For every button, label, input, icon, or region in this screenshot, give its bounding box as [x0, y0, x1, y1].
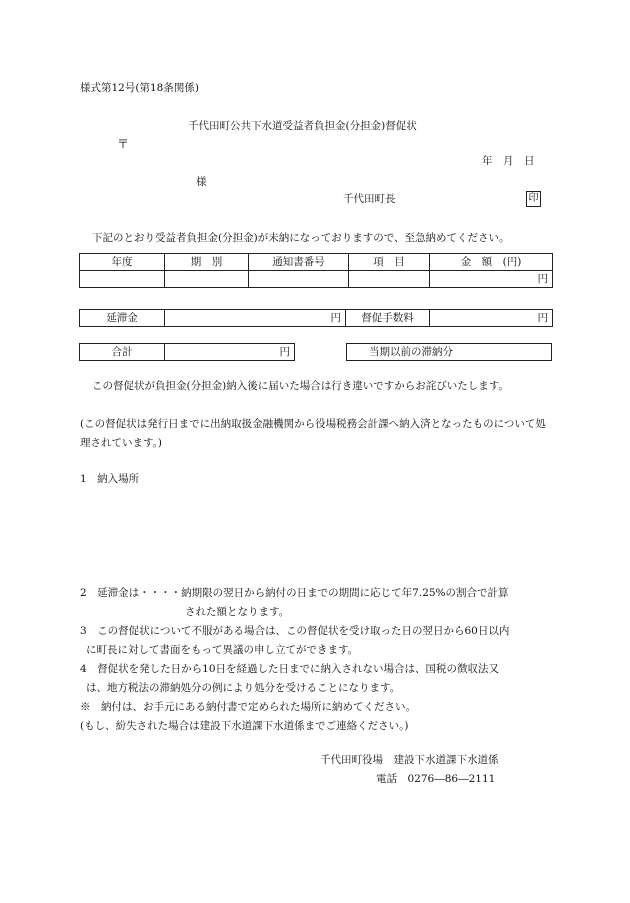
item-objection-line1: 3 この督促状について不服がある場合は、この督促状を受け取った日の翌日から60日以内 [80, 625, 510, 637]
late-fee-amount: 円 [165, 310, 346, 327]
total-label: 合計 [80, 344, 165, 361]
prior-arrears-table [346, 343, 552, 361]
col-header-amount: 金 額 (円) [430, 254, 553, 271]
item-enforcement-line1: 4 督促状を発した日から10日を経過した日までに納入されない場合は、国税の徴収法又 [80, 663, 500, 675]
office-name: 千代田町役場 建設下水道課下水道係 [320, 754, 499, 766]
col-header-period: 期 別 [165, 254, 249, 271]
document-title: 千代田町公共下水道受益者負担金(分担金)督促状 [188, 120, 417, 132]
cell-amount: 円 [430, 271, 553, 288]
reminder-fee-amount: 円 [430, 310, 553, 327]
total-amount: 円 [165, 344, 295, 361]
col-header-year: 年度 [80, 254, 165, 271]
office-phone: 電話 0276―86―2111 [376, 773, 496, 785]
clarification-note: (この督促状は発行日までに出納取扱金融機関から役場税務会計課へ納入済となったものについて処理されています。) [80, 418, 546, 449]
seal-mark [526, 191, 541, 207]
fee-row [80, 310, 553, 327]
col-header-item: 項 目 [349, 254, 430, 271]
cell-notice-number [249, 271, 349, 288]
main-table-header-row [80, 254, 553, 271]
postal-mark: 〒 [117, 137, 130, 151]
intro-text: 下記のとおり受益者負担金(分担金)が未納になっておりますので、至急納めてください。 [92, 232, 510, 244]
note-payment: ※ 納付は、お手元にある納付書で定められた場所に納めてください。 [80, 701, 416, 713]
total-row [80, 344, 295, 361]
apology-note: この督促状が負担金(分担金)納入後に届いた場合は行き違いですからお詫びいたします。 [92, 380, 509, 392]
table-row [80, 271, 553, 288]
cell-period [165, 271, 249, 288]
item-objection-line2: に町長に対して書面をもって異議の申し立てができます。 [86, 644, 359, 656]
date-line: 年 月 日 [482, 155, 535, 167]
reminder-fee-label: 督促手数料 [346, 310, 430, 327]
prior-arrears-row [347, 344, 552, 361]
cell-year [80, 271, 165, 288]
item-payment-place: 1 納入場所 [80, 473, 140, 485]
fee-table [79, 309, 553, 327]
item-enforcement-line2: は、地方税法の滞納処分の例により処分を受けることになります。 [86, 682, 401, 694]
form-number: 様式第12号(第18条関係) [80, 82, 199, 94]
late-fee-label: 延滞金 [80, 310, 165, 327]
main-table [79, 253, 553, 288]
sender-name: 千代田町長 [343, 193, 396, 205]
col-header-notice-number: 通知書番号 [249, 254, 349, 271]
seal-stamp: 印 [526, 191, 541, 207]
item-late-fee-line2: された額となります。 [185, 606, 290, 618]
cell-item [349, 271, 430, 288]
recipient-suffix: 様 [196, 176, 207, 188]
prior-arrears-label: 当期以前の滞納分 [347, 344, 552, 361]
total-table [79, 343, 295, 361]
item-late-fee-line1: 2 延滞金は・・・・納期限の翌日から納付の日までの期間に応じて年7.25%の割合で計算 [80, 587, 509, 599]
note-lost-form: (もし、紛失された場合は建設下水道課下水道係までご連絡ください。) [80, 720, 409, 732]
